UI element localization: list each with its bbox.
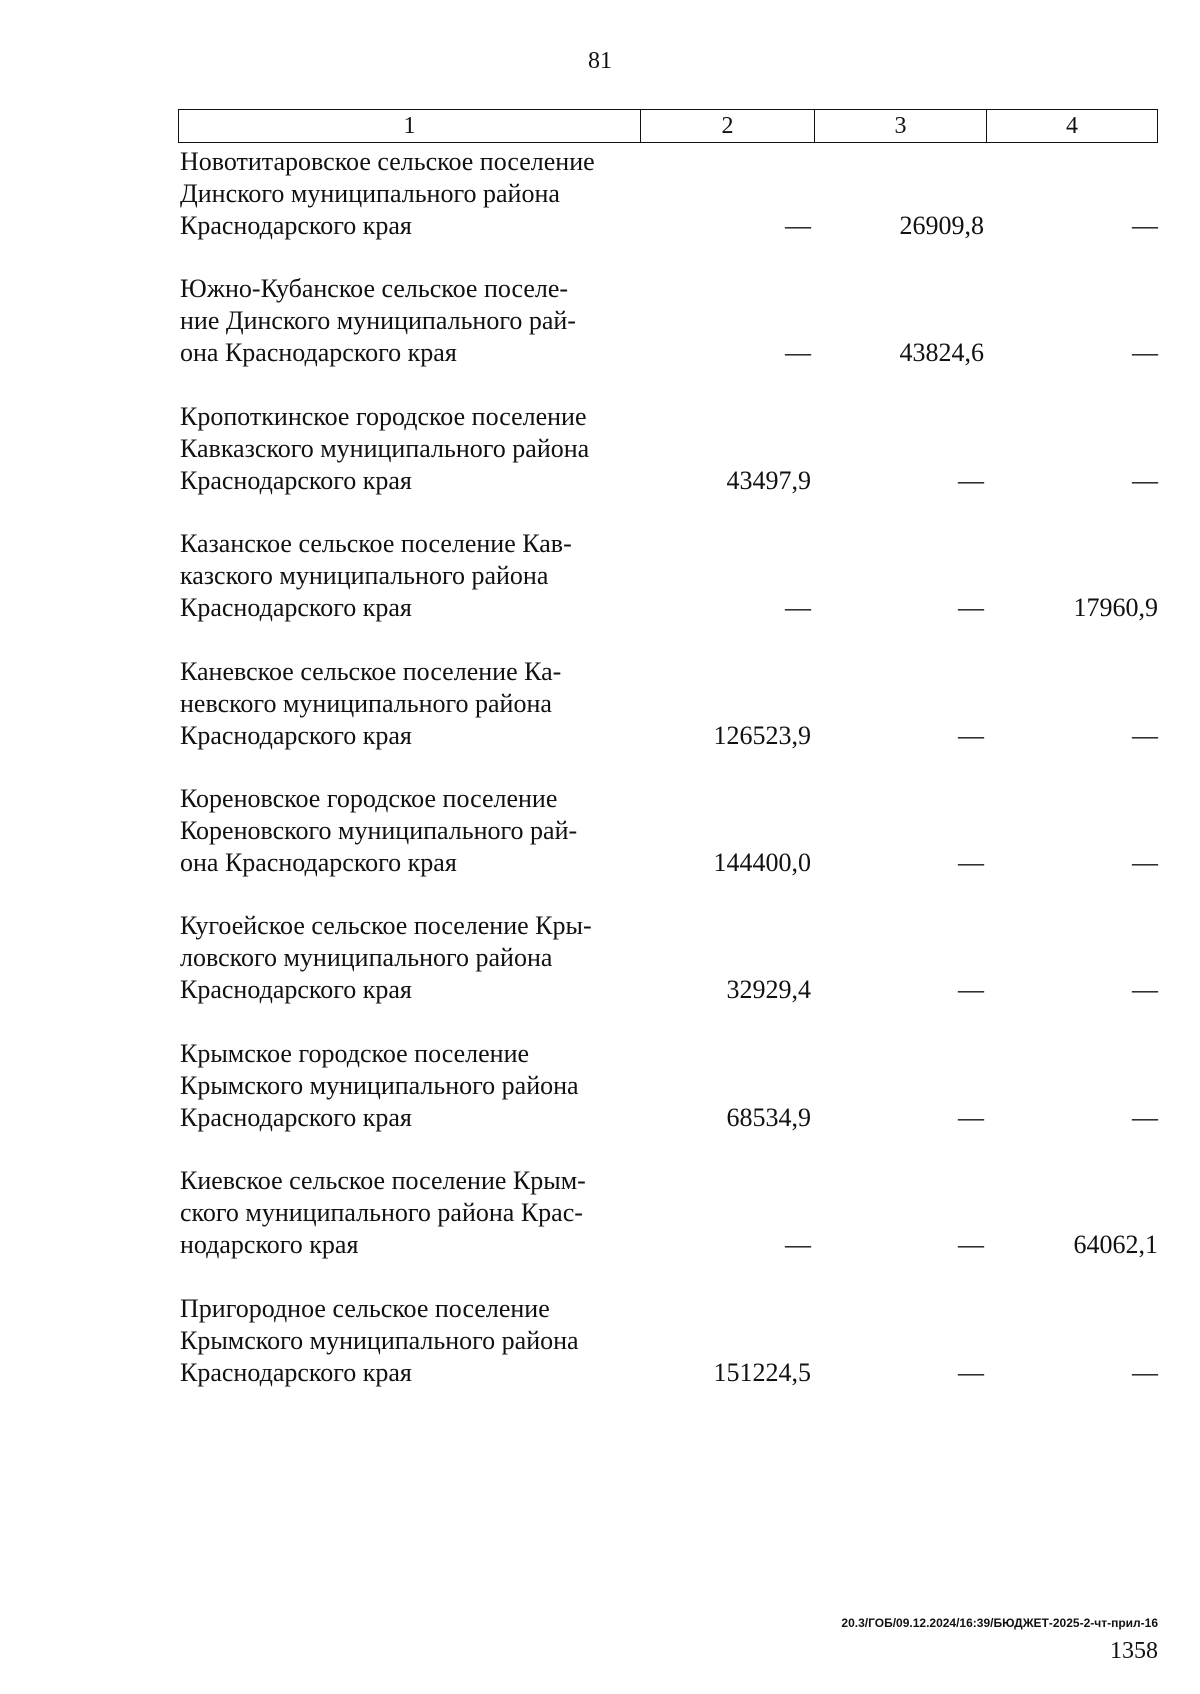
value-col-4: — [1132,211,1158,240]
settlement-name-line: Кугоейское сельское поселение Кры- [180,911,592,940]
header-col-2: 2 [641,110,815,142]
value-col-4: — [1132,848,1158,877]
table-row [0,1038,1200,1176]
settlement-name-line: Кореновское городское поселение [180,784,558,813]
settlement-name-line: она Краснодарского края [180,338,457,367]
settlement-name [180,1165,640,1261]
settlement-name-line: Казанское сельское поселение Кав- [180,529,572,558]
value-col-2: — [785,1230,811,1259]
value-col-4: 64062,1 [1073,1230,1158,1259]
header-col-1: 1 [179,110,641,142]
value-col-3: — [958,593,984,622]
table-row [0,1293,1200,1431]
value-col-3: — [958,1358,984,1387]
table-row [0,783,1200,921]
table-row [0,1165,1200,1303]
document-code: 20.3/ГОБ/09.12.2024/16:39/БЮДЖЕТ-2025-2-чт-прил-16 [841,1616,1158,1630]
table-row [0,528,1200,666]
settlement-name-line: казского муниципального района [180,561,549,590]
settlement-name-line: Кореновского муниципального рай- [180,816,578,845]
table-row [0,146,1200,284]
table-header [178,109,1158,143]
table-row [0,656,1200,794]
settlement-name [180,910,640,1006]
settlement-name-line: Краснодарского края [180,721,412,750]
header-col-4: 4 [1066,113,1078,139]
settlement-name-line: нодарского края [180,1230,359,1259]
settlement-name [180,1293,640,1389]
value-col-2: 126523,9 [713,721,811,750]
settlement-name-line: Кропоткинское городское поселение [180,402,587,431]
table-row [0,273,1200,411]
value-col-2: 43497,9 [726,466,811,495]
settlement-name-line: Краснодарского края [180,211,412,240]
value-col-2: 151224,5 [713,1358,811,1387]
settlement-name [180,273,640,369]
value-col-2: 32929,4 [726,975,811,1004]
value-col-2: 144400,0 [713,848,811,877]
sheet-number: 1358 [1110,1638,1158,1664]
settlement-name [180,656,640,752]
settlement-name [180,783,640,879]
settlement-name-line: Крымского муниципального района [180,1326,579,1355]
value-col-4: — [1132,466,1158,495]
settlement-name [180,528,640,624]
settlement-name-line: Новотитаровское сельское поселение [180,147,595,176]
settlement-name-line: она Краснодарского края [180,848,457,877]
value-col-3: — [958,1230,984,1259]
value-col-2: — [785,211,811,240]
value-col-4: — [1132,1358,1158,1387]
value-col-2: — [785,338,811,367]
value-col-4: — [1132,721,1158,750]
settlement-name-line: ние Динского муниципального рай- [180,306,576,335]
header-col-3: 3 [815,110,987,142]
settlement-name-line: ловского муниципального района [180,943,553,972]
value-col-3: — [958,721,984,750]
value-col-2: 68534,9 [726,1103,811,1132]
settlement-name-line: Краснодарского края [180,593,412,622]
value-col-3: — [958,848,984,877]
value-col-3: — [958,975,984,1004]
settlement-name-line: Краснодарского края [180,466,412,495]
settlement-name-line: Крымского муниципального района [180,1071,579,1100]
value-col-3: 26909,8 [899,211,984,240]
settlement-name-line: Киевское сельское поселение Крым- [180,1166,586,1195]
value-col-3: — [958,466,984,495]
value-col-2: — [785,593,811,622]
table-row [0,910,1200,1048]
settlement-name-line: Динского муниципального района [180,179,560,208]
settlement-name [180,146,640,242]
settlement-name-line: Кавказского муниципального района [180,434,590,463]
settlement-name-line: Каневское сельское поселение Ка- [180,657,562,686]
page-number: 81 [588,48,612,74]
settlement-name [180,401,640,497]
value-col-4: — [1132,1103,1158,1132]
settlement-name-line: ского муниципального района Крас- [180,1198,583,1227]
settlement-name [180,1038,640,1134]
value-col-4: — [1132,975,1158,1004]
value-col-3: 43824,6 [899,338,984,367]
settlement-name-line: Южно-Кубанское сельское поселе- [180,274,569,303]
settlement-name-line: Краснодарского края [180,975,412,1004]
settlement-name-line: Краснодарского края [180,1103,412,1132]
value-col-4: — [1132,338,1158,367]
value-col-4: 17960,9 [1073,593,1158,622]
settlement-name-line: Крымское городское поселение [180,1039,530,1068]
settlement-name-line: невского муниципального района [180,689,552,718]
settlement-name-line: Краснодарского края [180,1358,412,1387]
settlement-name-line: Пригородное сельское поселение [180,1294,550,1323]
table-row [0,401,1200,539]
value-col-3: — [958,1103,984,1132]
